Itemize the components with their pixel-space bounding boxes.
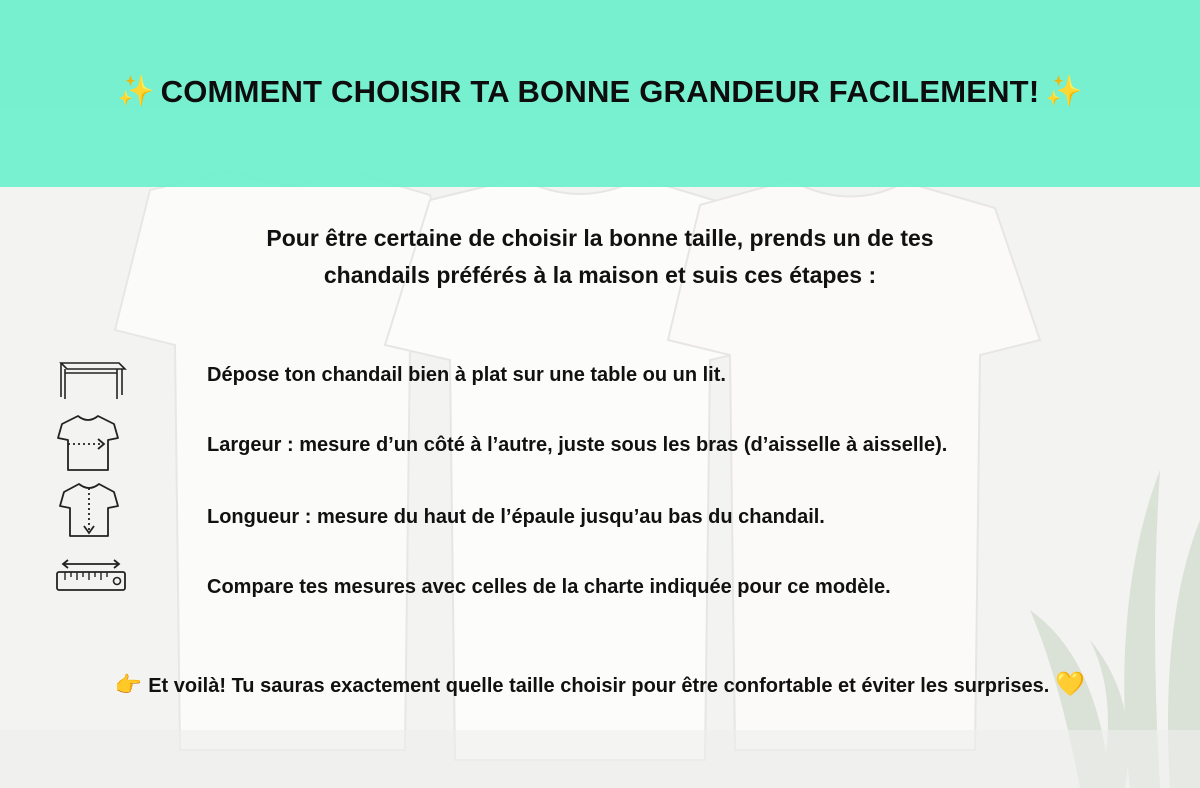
ruler-icon bbox=[54, 558, 128, 596]
sparkles-icon: ✨ bbox=[117, 74, 155, 108]
footer-text-row bbox=[0, 670, 1200, 699]
intro-line-2: chandails préférés à la maison et suis ces étapes : bbox=[323, 262, 877, 288]
sparkles-icon: ✨ bbox=[1045, 74, 1083, 108]
intro-text bbox=[150, 220, 1050, 294]
footer-text: Et voilà! Tu sauras exactement quelle taille choisir pour être confortable et éviter les surprises. bbox=[148, 675, 1050, 697]
intro-line-1: Pour être certaine de choisir la bonne taille, prends un de tes bbox=[266, 225, 934, 251]
step-4-text: Compare tes mesures avec celles de la charte indiquée pour ce modèle. bbox=[207, 576, 891, 598]
step-2-text: Largeur : mesure d’un côté à l’autre, juste sous les bras (d’aisselle à aisselle). bbox=[207, 434, 948, 456]
yellow-heart-icon: 💛 bbox=[1055, 671, 1086, 698]
pointing-hand-icon: 👉 bbox=[114, 672, 143, 697]
header-banner bbox=[0, 0, 1200, 187]
step-1-text: Dépose ton chandail bien à plat sur une table ou un lit. bbox=[207, 364, 726, 386]
shirt-width-icon bbox=[56, 412, 120, 474]
step-3-text: Longueur : mesure du haut de l’épaule jusqu’au bas du chandail. bbox=[207, 506, 825, 528]
banner-title-row bbox=[111, 74, 1089, 110]
page-title: COMMENT CHOISIR TA BONNE GRANDEUR FACILEMENT! bbox=[160, 73, 1040, 109]
table-icon bbox=[55, 357, 127, 403]
shirt-length-icon bbox=[58, 480, 120, 542]
